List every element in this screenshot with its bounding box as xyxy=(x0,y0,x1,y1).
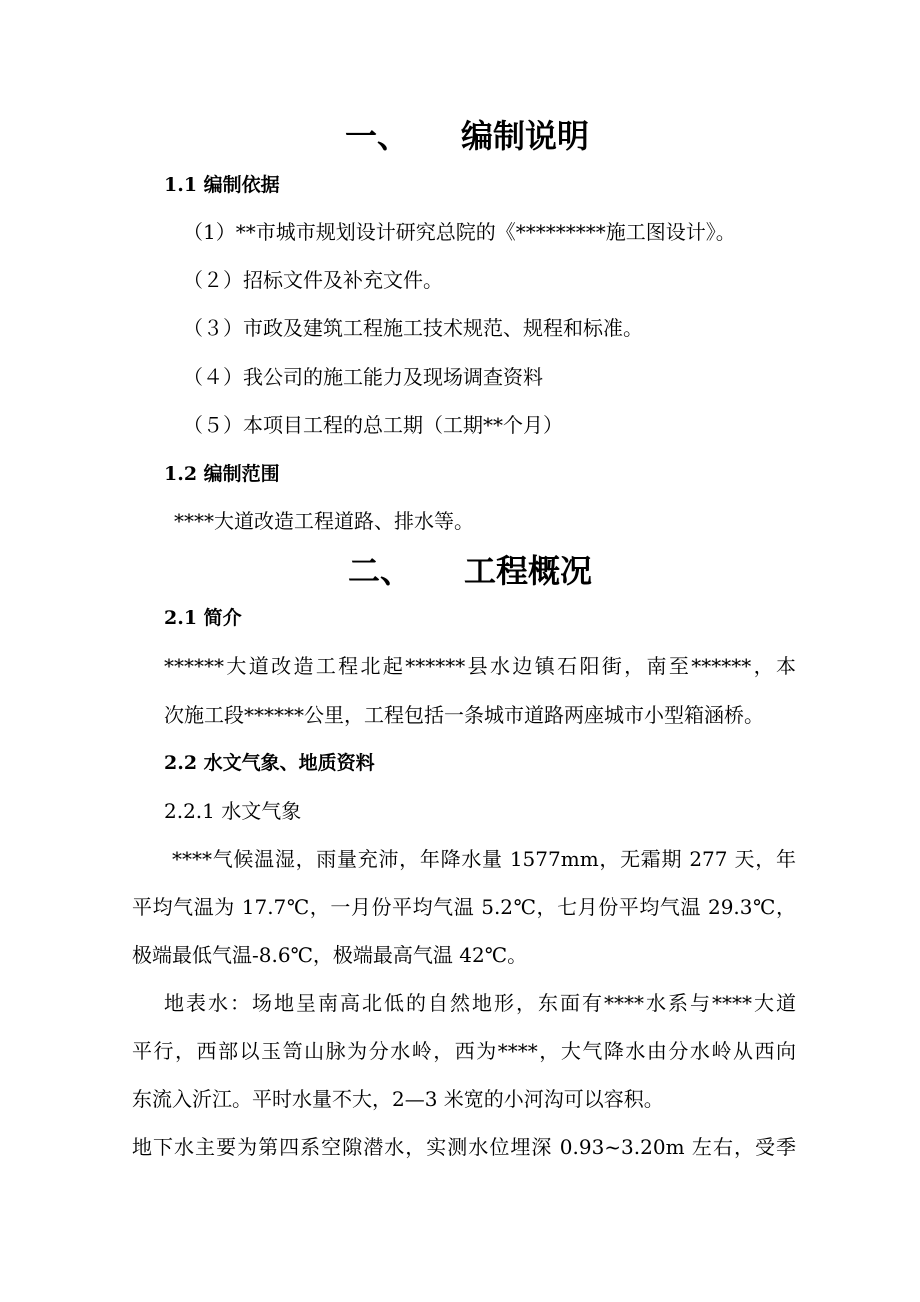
section-heading: 2.2 水文气象、地质资料 xyxy=(164,752,375,774)
chapter-number: 二、 xyxy=(348,552,413,590)
paragraph-line: 极端最低气温-8.6℃，极端最高气温 42℃。 xyxy=(132,943,528,967)
paragraph-line: 平行，西部以玉笥山脉为分水岭，西为****，大气降水由分水岭从西向 xyxy=(132,1039,796,1063)
chapter-title: 编制说明 xyxy=(461,117,590,155)
list-item: （４）我公司的施工能力及现场调查资料 xyxy=(183,365,543,389)
paragraph-line: 次施工段******公里，工程包括一条城市道路两座城市小型箱涵桥。 xyxy=(164,703,764,727)
section-heading: 1.1 编制依据 xyxy=(164,174,280,196)
list-item: （５）本项目工程的总工期（工期**个月） xyxy=(183,413,563,437)
chapter-title: 工程概况 xyxy=(464,552,593,590)
paragraph-line: ****大道改造工程道路、排水等。 xyxy=(174,509,474,533)
paragraph-line: 东流入沂江。平时水量不大，2—3 米宽的小河沟可以容积。 xyxy=(132,1087,664,1111)
paragraph-line: ******大道改造工程北起******县水边镇石阳街，南至******，本 xyxy=(164,654,796,678)
list-item: （1）**市城市规划设计研究总院的《*********施工图设计》。 xyxy=(183,220,736,244)
chapter-heading xyxy=(345,116,589,156)
paragraph-line: 地表水：场地呈南高北低的自然地形，东面有****水系与****大道 xyxy=(164,991,796,1015)
paragraph-line: 地下水主要为第四系空隙潜水，实测水位埋深 0.93~3.20m 左右，受季 xyxy=(132,1135,796,1159)
chapter-heading xyxy=(348,551,592,591)
paragraph-line: 平均气温为 17.7℃，一月份平均气温 5.2℃，七月份平均气温 29.3℃， xyxy=(132,895,796,919)
list-item: （２）招标文件及补充文件。 xyxy=(183,268,443,292)
section-heading: 1.2 编制范围 xyxy=(164,463,280,485)
chapter-number: 一、 xyxy=(345,117,410,155)
paragraph-line: ****气候温湿，雨量充沛，年降水量 1577mm，无霜期 277 天，年 xyxy=(172,847,796,871)
subsection-heading: 2.2.1 水文气象 xyxy=(164,799,302,823)
section-heading: 2.1 简介 xyxy=(164,607,242,629)
list-item: （３）市政及建筑工程施工技术规范、规程和标准。 xyxy=(183,316,643,340)
